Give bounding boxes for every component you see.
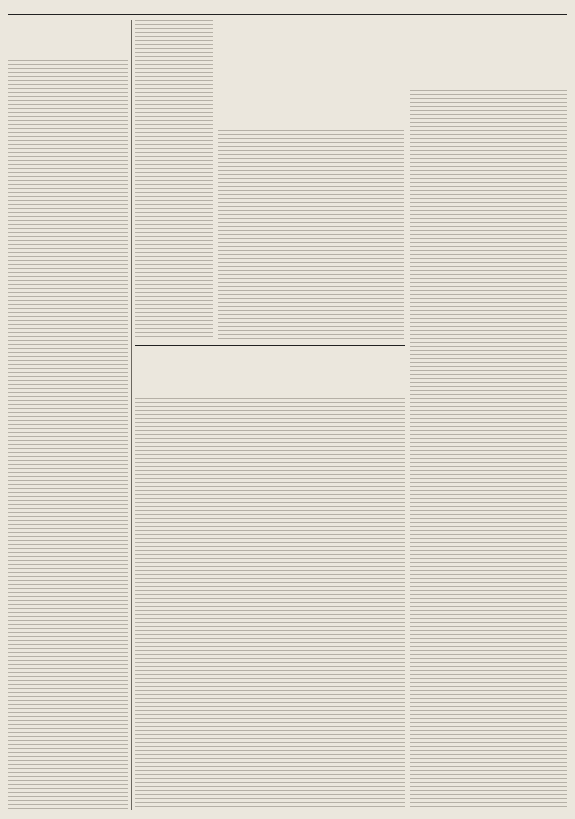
bottom-body [135, 398, 405, 810]
center-article [218, 20, 404, 340]
center-body [218, 130, 404, 340]
column-1 [8, 20, 128, 810]
bottom-article-rule [135, 345, 405, 347]
column-2-body [135, 20, 213, 340]
column-2-footer [8, 760, 128, 810]
right-column [410, 20, 567, 810]
page-header [8, 4, 567, 15]
column-2-top [135, 20, 213, 340]
column-rule [131, 20, 132, 810]
bottom-article [135, 348, 405, 810]
right-body [410, 90, 567, 810]
column-1-body [8, 60, 128, 810]
